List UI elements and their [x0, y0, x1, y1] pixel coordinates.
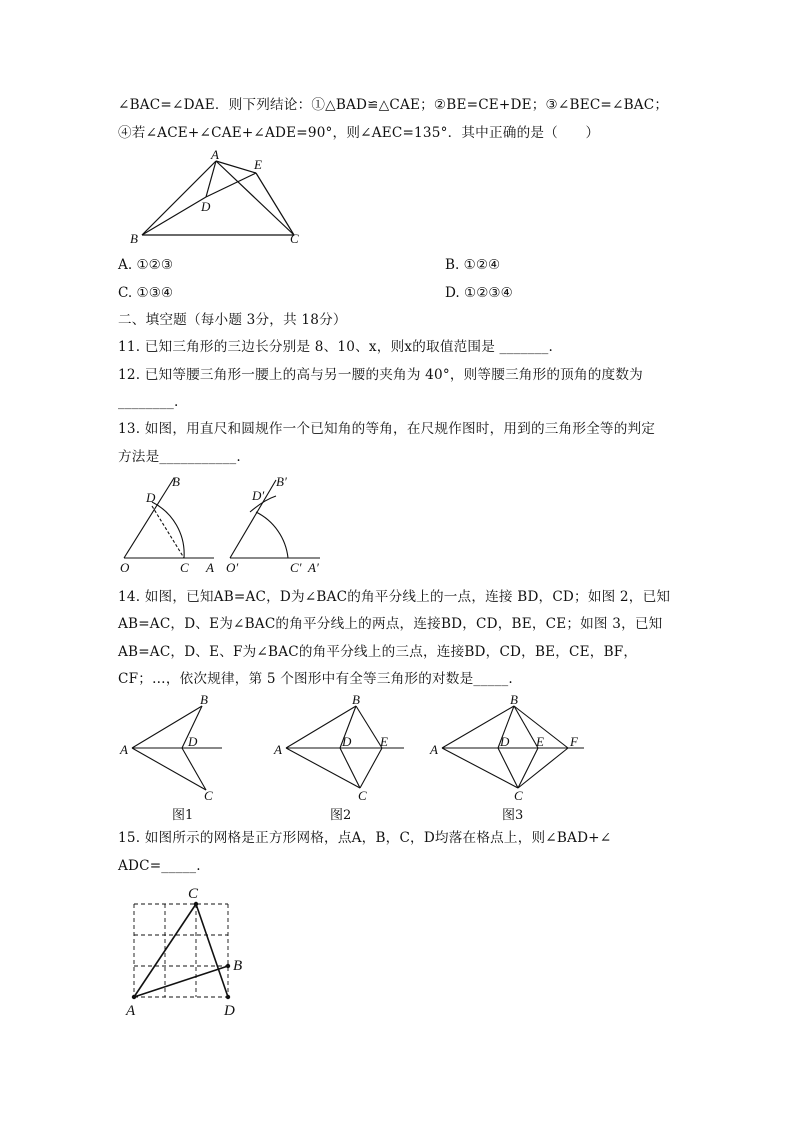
q10-label-c: C: [290, 231, 299, 246]
q14-fig2-label-b: B: [352, 692, 360, 707]
q14-caption-fig3: 图3: [502, 808, 524, 823]
q14-fig3-label-f: F: [570, 734, 578, 749]
q14-fig1-label-b: B: [200, 692, 208, 707]
q14-fig1-label-a: A: [120, 742, 128, 757]
q15-label-b: B: [233, 958, 243, 974]
q15-text-line1: 15. 如图所示的网格是正方形网格，点A，B，C，D均落在格点上，则∠BAD+∠: [118, 830, 612, 846]
q11-text: 11. 已知三角形的三边长分别是 8、10、x，则x的取值范围是 _______.: [118, 339, 554, 355]
q10-option-b[interactable]: B. ①②④: [445, 257, 501, 273]
q14-fig2-label-d: D: [342, 734, 352, 749]
q13-text-line1: 13. 如图，用直尺和圆规作一个已知角的等角，在尺规作图时，用到的三角形全等的判定: [118, 421, 656, 437]
q10-option-d[interactable]: D. ①②③④: [445, 285, 513, 301]
q10-label-e: E: [254, 157, 262, 172]
q13-right-label-o: O′: [226, 560, 239, 575]
q13-figure: [116, 472, 336, 576]
q14-caption-fig2: 图2: [330, 808, 352, 823]
q13-right-label-a: A′: [308, 560, 319, 575]
q10-label-a: A: [211, 147, 219, 162]
q15-label-a: A: [126, 1003, 136, 1019]
q14-fig3-label-e: E: [536, 734, 544, 749]
q12-text-line1: 12. 已知等腰三角形一腰上的高与另一腰的夹角为 40°，则等腰三角形的顶角的度数为: [118, 367, 643, 383]
q13-right-label-c: C′: [290, 560, 302, 575]
q15-label-d: D: [224, 1003, 235, 1019]
q15-text-line2: ADC=_____.: [118, 858, 201, 874]
q13-left-label-d: D: [146, 490, 156, 505]
q10-option-a[interactable]: A. ①②③: [118, 257, 174, 273]
q12-text-line2: ________.: [118, 394, 179, 410]
q10-option-c[interactable]: C. ①③④: [118, 285, 174, 301]
q14-fig3-label-d: D: [500, 734, 510, 749]
q14-fig2-label-e: E: [380, 734, 388, 749]
q14-fig3-label-b: B: [510, 692, 518, 707]
q14-fig2-label-a: A: [274, 742, 282, 757]
q14-fig2-label-c: C: [358, 788, 367, 802]
q13-right-label-d: D′: [252, 488, 265, 503]
q10-text-line2: ④若∠ACE+∠CAE+∠ADE=90°，则∠AEC=135°．其中正确的是（ ）: [118, 125, 600, 141]
q14-fig1-label-c: C: [204, 788, 213, 802]
q14-fig3-label-a: A: [430, 742, 438, 757]
q14-fig3-label-c: C: [514, 788, 523, 802]
q14-text-line3: AB=AC，D、E、F为∠BAC的角平分线上的三点，连接BD，CD，BE，CE，BF，: [118, 644, 638, 660]
q14-caption-fig1: 图1: [172, 808, 194, 823]
q13-left-label-b: B: [172, 474, 180, 489]
q10-text-line1: ∠BAC=∠DAE．则下列结论：①△BAD≌△CAE；②BE=CE+DE；③∠BEC=∠BAC；: [118, 97, 669, 113]
q13-left-label-o: O: [120, 560, 130, 575]
q13-right-label-b: B′: [276, 474, 287, 489]
q10-label-d: D: [201, 199, 211, 214]
q14-fig1-label-d: D: [188, 734, 198, 749]
q14-text-line4: CF；…，依次规律，第 5 个图形中有全等三角形的对数是_____.: [118, 671, 513, 687]
q15-label-c: C: [188, 886, 199, 902]
q13-left-label-a: A: [206, 560, 214, 575]
q14-figures: [118, 690, 598, 802]
q10-figure: [118, 145, 318, 250]
section-heading: 二、填空题（每小题 3分，共 18分）: [118, 312, 347, 328]
q13-left-label-c: C: [180, 560, 189, 575]
q13-text-line2: 方法是___________.: [118, 449, 241, 465]
q14-text-line2: AB=AC，D、E为∠BAC的角平分线上的两点，连接BD，CD，BE，CE；如图 3，已知: [118, 616, 663, 632]
q10-label-b: B: [130, 231, 138, 246]
q15-grid-figure: [118, 884, 258, 1020]
q14-text-line1: 14. 如图，已知AB=AC，D为∠BAC的角平分线上的一点，连接 BD，CD；如图 2，已知: [118, 589, 671, 605]
